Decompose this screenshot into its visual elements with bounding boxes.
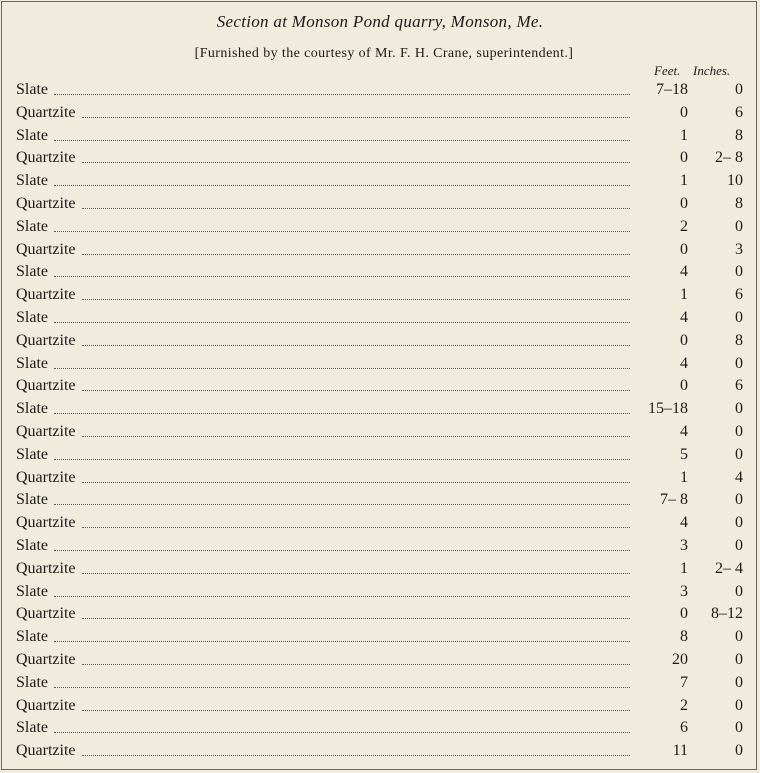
table-row	[0, 649, 760, 672]
thickness-inches: 0	[735, 308, 743, 326]
thickness-inches: 0	[735, 536, 743, 554]
thickness-inches: 0	[735, 217, 743, 235]
rock-type: Slate	[16, 308, 48, 326]
thickness-inches: 0	[735, 422, 743, 440]
thickness-inches: 0	[735, 491, 743, 509]
dot-leader	[82, 208, 630, 209]
table-row	[0, 239, 760, 262]
table-row	[0, 512, 760, 535]
table-row	[0, 535, 760, 558]
thickness-feet: 7– 8	[660, 491, 688, 509]
dot-leader	[54, 550, 630, 551]
rock-type: Slate	[16, 217, 48, 235]
dot-leader	[82, 436, 630, 437]
table-row	[0, 261, 760, 284]
rock-type: Quartzite	[16, 468, 76, 486]
table-row	[0, 79, 760, 102]
thickness-feet: 1	[680, 126, 688, 144]
rock-type: Quartzite	[16, 149, 76, 167]
table-row	[0, 147, 760, 170]
thickness-inches: 0	[735, 650, 743, 668]
thickness-inches: 8	[735, 331, 743, 349]
rock-type: Slate	[16, 582, 48, 600]
thickness-inches: 0	[735, 582, 743, 600]
thickness-feet: 3	[680, 536, 688, 554]
thickness-inches: 6	[735, 103, 743, 121]
thickness-feet: 7	[680, 673, 688, 691]
rock-type: Quartzite	[16, 696, 76, 714]
rock-type: Slate	[16, 491, 48, 509]
thickness-inches: 0	[735, 263, 743, 281]
thickness-feet: 8	[680, 628, 688, 646]
thickness-feet: 1	[680, 172, 688, 190]
rock-type: Slate	[16, 445, 48, 463]
thickness-feet: 4	[680, 422, 688, 440]
thickness-feet: 7–18	[656, 81, 688, 98]
dot-leader	[54, 641, 630, 642]
thickness-feet: 0	[680, 149, 688, 167]
dot-leader	[54, 231, 630, 232]
table-row	[0, 626, 760, 649]
dot-leader	[82, 618, 630, 619]
rock-type: Quartzite	[16, 514, 76, 532]
rock-type: Slate	[16, 628, 48, 646]
thickness-feet: 0	[680, 377, 688, 395]
dot-leader	[54, 459, 630, 460]
thickness-feet: 15–18	[648, 400, 688, 418]
thickness-feet: 4	[680, 354, 688, 372]
table-row	[0, 581, 760, 604]
thickness-feet: 4	[680, 308, 688, 326]
dot-leader	[82, 117, 630, 118]
table-row	[0, 102, 760, 125]
rock-type: Quartzite	[16, 194, 76, 212]
rock-type: Slate	[16, 263, 48, 281]
rock-type: Quartzite	[16, 742, 76, 760]
rock-type: Slate	[16, 126, 48, 144]
thickness-inches: 0	[735, 400, 743, 418]
thickness-feet: 0	[680, 331, 688, 349]
rock-type: Quartzite	[16, 377, 76, 395]
rock-type: Slate	[16, 719, 48, 737]
thickness-feet: 2	[680, 696, 688, 714]
rock-type: Quartzite	[16, 559, 76, 577]
thickness-inches: 0	[735, 742, 743, 760]
table-row	[0, 444, 760, 467]
dot-leader	[82, 482, 630, 483]
rock-type: Quartzite	[16, 103, 76, 121]
table-row	[0, 558, 760, 581]
thickness-feet: 1	[680, 559, 688, 577]
feet-column-header: Feet.	[654, 63, 681, 78]
table-row	[0, 672, 760, 695]
table-row	[0, 193, 760, 216]
thickness-feet: 20	[672, 650, 688, 668]
dot-leader	[54, 596, 630, 597]
table-row	[0, 170, 760, 193]
thickness-inches: 0	[735, 696, 743, 714]
thickness-inches: 0	[735, 514, 743, 532]
dot-leader	[54, 94, 630, 95]
table-row	[0, 398, 760, 421]
thickness-feet: 5	[680, 445, 688, 463]
table-row	[0, 603, 760, 626]
thickness-inches: 0	[735, 628, 743, 646]
dot-leader	[82, 710, 630, 711]
table-row	[0, 421, 760, 444]
dot-leader	[82, 299, 630, 300]
rock-type: Slate	[16, 673, 48, 691]
table-row	[0, 125, 760, 148]
dot-leader	[82, 664, 630, 665]
dot-leader	[82, 755, 630, 756]
rock-type: Slate	[16, 81, 48, 98]
thickness-feet: 3	[680, 582, 688, 600]
thickness-feet: 4	[680, 514, 688, 532]
table-row	[0, 375, 760, 398]
rock-type: Slate	[16, 354, 48, 372]
thickness-inches: 0	[735, 445, 743, 463]
dot-leader	[82, 527, 630, 528]
dot-leader	[54, 413, 630, 414]
table-row	[0, 353, 760, 376]
table-row	[0, 216, 760, 239]
rock-type: Quartzite	[16, 286, 76, 304]
dot-leader	[54, 368, 630, 369]
thickness-feet: 0	[680, 103, 688, 121]
thickness-feet: 1	[680, 286, 688, 304]
dot-leader	[82, 390, 630, 391]
thickness-feet: 0	[680, 194, 688, 212]
thickness-feet: 6	[680, 719, 688, 737]
dot-leader	[82, 254, 630, 255]
table-row	[0, 307, 760, 330]
table-row	[0, 717, 760, 740]
thickness-inches: 8–12	[711, 605, 743, 623]
dot-leader	[82, 573, 630, 574]
thickness-feet: 11	[672, 742, 688, 760]
dot-leader	[54, 504, 630, 505]
thickness-inches: 0	[735, 354, 743, 372]
dot-leader	[54, 732, 630, 733]
section-table	[0, 79, 760, 763]
dot-leader	[82, 345, 630, 346]
dot-leader	[54, 276, 630, 277]
table-row	[0, 740, 760, 763]
rock-type: Quartzite	[16, 240, 76, 258]
thickness-inches: 8	[735, 126, 743, 144]
rock-type: Slate	[16, 536, 48, 554]
thickness-feet: 0	[680, 240, 688, 258]
source-note: [Furnished by the courtesy of Mr. F. H. Crane, superintendent.]	[194, 46, 574, 61]
section-title: Section at Monson Pond quarry, Monson, Me.	[216, 12, 544, 31]
thickness-inches: 2– 4	[715, 559, 743, 577]
rock-type: Slate	[16, 172, 48, 190]
thickness-inches: 6	[735, 286, 743, 304]
thickness-inches: 0	[735, 719, 743, 737]
dot-leader	[54, 322, 630, 323]
table-row	[0, 467, 760, 490]
thickness-feet: 0	[680, 605, 688, 623]
rock-type: Quartzite	[16, 422, 76, 440]
table-row	[0, 284, 760, 307]
rock-type: Quartzite	[16, 650, 76, 668]
table-row	[0, 695, 760, 718]
dot-leader	[54, 140, 630, 141]
thickness-inches: 8	[735, 194, 743, 212]
dot-leader	[54, 185, 630, 186]
thickness-feet: 4	[680, 263, 688, 281]
thickness-feet: 2	[680, 217, 688, 235]
rock-type: Slate	[16, 400, 48, 418]
thickness-inches: 2– 8	[715, 149, 743, 167]
dot-leader	[82, 162, 630, 163]
table-row	[0, 330, 760, 353]
thickness-inches: 6	[735, 377, 743, 395]
thickness-inches: 0	[735, 673, 743, 691]
rock-type: Quartzite	[16, 605, 76, 623]
thickness-inches: 10	[727, 172, 743, 190]
dot-leader	[54, 687, 630, 688]
thickness-feet: 1	[680, 468, 688, 486]
thickness-inches: 3	[735, 240, 743, 258]
thickness-inches: 4	[735, 468, 743, 486]
table-row	[0, 489, 760, 512]
inches-column-header: Inches.	[693, 63, 731, 78]
rock-type: Quartzite	[16, 331, 76, 349]
thickness-inches: 0	[735, 81, 743, 98]
